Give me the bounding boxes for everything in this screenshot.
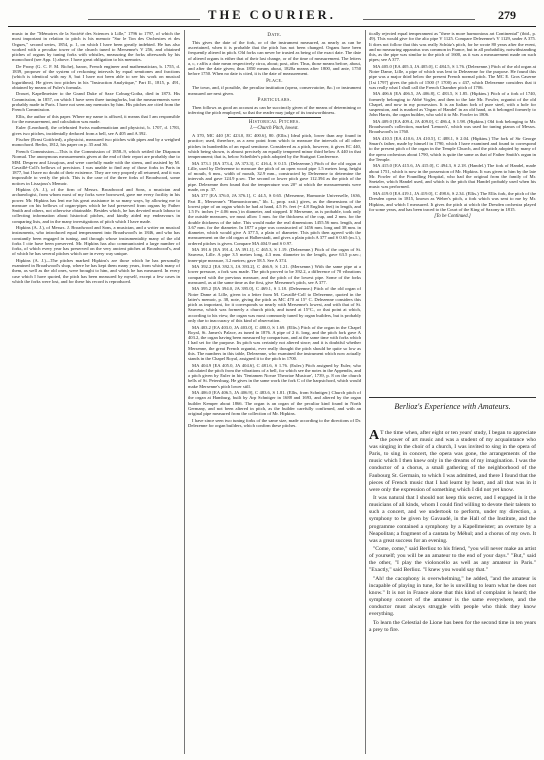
paragraph: French Commission.—This is the Commission of 1858–9, which settled the Diapason Normal. The anonymous measurements given at the end of their report are probably due to MM. Desprez and Lissajous, and were carefully made with the sirens, and assisted by M. Cavaillé-Coll's bellows of precision. I was unable to find any of those forks in Paris in 1877, but I have no doubt of their existence. They are very properly all returned, and it was impossible to verify the pitch. This is the case of the three forks of Broadwood, some notices in Lissajous's Memoir.	[12, 149, 180, 186]
section-heading-particulars: Particulars.	[257, 97, 292, 103]
masthead-title: THE COURIER.	[208, 8, 336, 22]
pitch-entry: MA 395.2 [EA 394.0, JA 395.0], C 469.1, S 1.18. (Delezenne.) Pitch of the old organ of Notre Dame at Lille, given in a letter from M. Cavaillé-Coll to Delezenne, quoted in the latter's memoir, p. 38, note, giving the pitch as MC 470 at 15° C. Delezenne considers this pitch as important, for it corresponds so nearly with Mersenne's lowest, and with that of St. Sauveur, which was formerly a church pitch, and tuned at 15°C., or that point at which, according to his view, the organ was most commonly tuned by organ builders, but is probably only due to inaccuracy of this kind of observation.	[188, 286, 361, 323]
section-heading-date: Date.	[267, 33, 282, 38]
pitch-entry: MA 392.2 [EA 392.3, JA 393.2], C 466.9, S 1.21. (Mersenne.) With the same pipe at a lower pressure, a fork was made. The pitch proved to be 392.2, a difference of 70 vibrations compared with the previous measure, and the pitch of the lowest pipe. Some of the forks measured, as at the same time as the first, give Mersenne's pitch, see A 377.	[188, 264, 361, 285]
article-paragraph: "Come, come," said Berlioz to his friend, "you will never make an artist of yourself; you will be an amateur to the end of your days." "But," said the other, "I play the violoncello as well as any amateur in Paris." "Exactly," said Berlioz. "I knew you would say that."	[369, 546, 536, 574]
page-header	[8, 6, 536, 27]
article-body	[369, 430, 536, 752]
column-2	[188, 31, 361, 751]
pitch-entry: MA 415.0 [EA 415.6, JA 415.0], C 494.3, S 2.18. (Handel.) The fork of Handel, made about 1751, which is now in the possession of Mr. Hipkins. It was given to him by the late Mr. Fowler of the Foundling Hospital, who had the original from the family of Mr. Snetzler, which Handel used, and which is the pitch that Handel probably used when his music was performed.	[369, 163, 536, 190]
column-divider-2	[365, 30, 366, 754]
article-paragraph: "Ah! the cacophony is overwhelming," he added, "and the amateur is incapable of playing in tune, for he is unwilling to learn what he does not know." It is not in France alone that this kind of complaint is heard; the symphony concert of the amateur is the same everywhere, and the conductor must always struggle with people who think they know everything.	[369, 575, 536, 618]
paragraph: Drouet, Kapellmeister to the Grand Duke of Saxe Coburg-Gotha, died in 1873. His Commission, in 1857, on which I have seen three tuningforks, but the measurements were probably made in Paris. I have not seen any memoirs by him. His pitches are cited from the French Commission.	[12, 91, 180, 113]
section-heading-historical: Historical Pitches.	[248, 119, 301, 125]
page-number: 279	[498, 8, 516, 22]
paragraph: Euler (Leonhard), the celebrated Swiss mathematician and physicist, b. 1707, d. 1783, gives two pitches, incidentally deduced from a bell, see A 405 and A 392.	[12, 125, 180, 136]
pitch-entry: MA 406.0 [EA 406.5, JA 406.9], C 483.6, S 1.81. (Ellis, from Schnitger.) Church pitch of the organ at Hamburg, built by Arp Schnitger in 1688 and 1693, and altered by the organ builder Kemper about 1866. The organ is an organ of the peculiar kind found in North Germany, and not been altered in pitch, as the builder carefully confirmed, and with an original pipe measured from the collection of Mr. Hipkins.	[188, 390, 361, 417]
header-rule-right	[363, 19, 475, 20]
article-lead-text: T the time when, after eight or ten years' study, I began to appreciate the power of art music and was a student of my acquaintance who was singing in the choir of a church, I was invited to sing in the opera of Paris, to sing in concert, the opera was gone, the arrangements of the music which I then knew only in the dreams of my imagination. I was the conductor of a chorus, a small gathering of the neighborhood of the Faubourg St. Germain, to which I was admitted, and there I found that the pieces of French music that I had learnt by heart, and all that was in it were only the expression of something which I did not yet know.	[369, 430, 536, 493]
pitch-entry: MA 410.5 [EA 410.6, JA 410.5], C 488.1, S 2.04. (Hipkins.) The fork of Sir George Smart's father, made by himself in 1790, which I have examined and found to correspond to the present pitch of the organ in the Temple Church, and the pitch adopted by many of the opera orchestras about 1790, which is quite the same as that of Father Smith's organ in the Temple.	[369, 135, 536, 162]
paragraph: De Prony (G. C. F. M. Riche), baron, French engineer and mathematician, b. 1755, d. 1839, proposer of the system of reckoning intervals by equal semitones and fractions (which is identical with my S, but I have not been able to see his work on musical logarithms). He gives two pitches in his "Instruction Analytique," Part II., 1815, p. 491, obtained by means of Fuler's formula.	[12, 63, 180, 90]
article-title: Berlioz's Experience with Amateurs.	[369, 397, 536, 411]
drop-cap: A	[369, 430, 380, 443]
article-paragraph: To learn the Celestial de Lione has been for the second time in ten years a prey to fire.	[369, 619, 536, 633]
pitch-entry: MA 403.2 [EA 403.0, JA 403.0], C 480.0, S 1.69. (Ellis.) Pitch of the organ in the Chapel Royal, St. James's Palace, as tuned in 1876. A pipe of 2 ft. long, and the pitch fork gave A 403.2, the organ having been measured by comparison, and at the same time with forks which I had set for the purpose. Its pitch was certainly not altered since; and it is doubtful whether Mersenne, the great French organist, ever really thought the pitch should be quite so low as this. The numbers in this table, Delezenne, who examined the instrument which now actually stands in the Chapel Royal, assigned it to the pitch in 1700.	[188, 324, 361, 362]
to-be-continued: [To be Continued.]	[434, 214, 471, 220]
pitch-entry: MA 373.1 [EA 373.4, JA 373.3], C 416.4, S 0.15. (Delezenne.) Pitch of the old organ at Lille, used by Delezenne to measure the pitch of an open wood pipe 1.5 metres long, height of mouth, 6 mm., width of mouth, 32.9 mm., constructed by Delezenne to determine the intervals and gave 124.9 p.sec. The second or lower pitch gave 112.394 as the pitch of the pipe. Delezenne then found that the temperature was 20° at which the measurements were made, on p. 37.	[188, 160, 361, 192]
column-1	[12, 31, 180, 751]
paragraph: The town, and, if possible, the peculiar institution (opera, conservatoire, &c.) or instrument measured are next given.	[188, 85, 361, 96]
pitch-entry: A 370, MC 440 [JC 423.0, EC 400.6], 80. (Ellis.) Ideal pitch, lower than any found in practice; used, therefore, as a zero point from which to measure the intervals of all other pitches in hundredths of an equal semitone. Considered as a pitch, however, it gives EC 440, which being shown, is almost precisely an equally tempered minor third below A 440 in that temperament; that is, below Scheibler's pitch adopted by the Stuttgart Conference.	[188, 133, 361, 159]
pitch-entry: MA 377 [EA 376.0, JA 376.1], C 44.5, S 0.65. (Mersenne, Harmonie Universelle, 1636, Part II., Mersenne's "Harmonicorum," lib. I., prop. xxii.) gives, as the dimensions of the lowest pipe of an organ which he had at hand, 4.5 Fr. feet (= 4.8 English feet) in length, and 1.5 Fr. inches (= 4.06 mm.) in diameter, and stopped. If Mersenne, as is probable, took only the outside measures, we must allow 1 mm. for the thickness of the cup, and 2 mm. for the double thickness of the tube. This would make the real dimensions 1455.56 mm. length, and 3.67 mm. for the diameter. In 1877 a pipe was constructed of 1456 mm. long and 38 mm. in diameter, which would give A 377.5, a plain of diameter. This pitch then agreed with the measurement on the old organ at Halberstadt, and gives a plain pitch A 377 and S 0.65 (m.1.), ordered pitches is given. Compare MA 404.9 and S 0.97.	[188, 193, 361, 246]
paragraph: Then follows as good an account as can be succinctly given of the means of determining or inferring the pitch employed, so that the reader may judge of its trustworthiness.	[188, 104, 361, 115]
section-rule	[228, 117, 321, 118]
article-paragraph: It was natural that I should not keep this secret, and I engaged in it the musicians of all kinds, whom I could find willing to devote their talents to such a concert, and we undertook to perform, under my direction, a symphony to be given by Gavaudé, in the Hall of the Institute, and the programme contained a symphony by a Kapellmeister; an overture by a Neapolitan; a fragment of a cantata by Méhul; and a chorus of my own. It was a great success for an evening.	[369, 495, 536, 544]
pitch-entry: MA 419.0 [EA 419.1, JA 419.0], C 498.6, S 2.34. (Ellis.) The Ellis fork, the pitch of the Dresden opera in 1815, known as Weber's pitch, a fork which was sent to me by Mr. Hipkins, and which I measured. It gives the pitch at which the Dresden orchestra played for some years, and has been traced to the Court of the King of Saxony in 1815.	[369, 191, 536, 212]
article-paragraph	[369, 430, 536, 494]
column-3	[369, 31, 536, 413]
paragraph: Fischer (Ernst Gottfried), a physicist, measured two pitches with pipes and by a weighed monochord. Berlin, 1812, his paper on p. 35 and 36.	[12, 137, 180, 148]
paragraph: Ellis, the author of this paper. Where my name is affixed, it means that I am responsible for the measurement, and calculation was made.	[12, 113, 180, 124]
paragraph: This gives the date of the fork, or of the instrument measured, as nearly as can be ascertained, when it is probable that the pitch has not been changed. Organs have been frequently altered in pitch. Old forks can never be trusted as being of the exact date. The date of altered organs is either that of their last change, or of the time of measurement. The letters a, c, r affix a date mean respectively circa, about; post, after. Thus, those means before, about, and after the date given; thus 1850 means about, 1820a means after 1800, and ante, 1750 before 1750. When no date is cited, it is the date of measurement.	[188, 39, 361, 77]
pitch-entry: MA 404.9 [EA 405.0, JA 404.6], C 481.6, S 1.76. (Euler.) Pitch assigned by Euler, who calculated the pitch from the vibrations of a bell, for which see the notes in the Appendix, and a pitch given by Euler in his 'Tentamen Novae Theoriae Musicae', 1739, p. 8 on the church bells of St. Petersburg. He gives in the same work the fork C of the harpsichord, which would make Mersenne's pitch lower still.	[188, 362, 361, 389]
paragraph: Hipkins (A. J.), of the firm of Messrs. Broadwood and Sons, a musician and archaeologist, from whom most of my forks were borrowed, gave me every facility in his power. Mr. Hipkins has lent me his great assistance in so many ways, by allowing me to measure on his bellows of organ-pipes which he had preserved from organs by Father Smith and others, not otherwise obtainable. Besides which, he has devoted much labour to collecting information about historical pitches, and kindly aided my endeavours in comparing lists, and in the many investigations of pitch which I have made.	[12, 187, 180, 224]
paragraph: Hipkins (A. J.), of Messrs. J. Broadwood and Sons, a musician, and a writer on musical instruments, who introduced equal temperament into Broadwood's in 1846, and who has constantly been engaged in tuning, and through whose instrumentality many of the old forks I cite have been preserved. Mr. Hipkins has also communicated a large number of forks, of which every year has preserved on the very ancient pitches at Broadwood's, and of which he has several pitches which are in every way unique.	[12, 225, 180, 257]
pitch-entry: MA 409.0 [EA 409.4, JA 409.0], C 486.4, S 1.98. (Hipkins.) Old fork belonging to Mr. Broadwood's collection, marked 'Lemon's', which was used for tuning pianos of Messrs. Broadwood's in 1760.	[369, 118, 536, 135]
subsection-heading: I.—Church Pitch, lowest.	[250, 126, 299, 132]
paragraph: tically rejected equal temperament as "there is more harmonious art Continental" (ibid., p. 49). This would give for the alto pipe V 1125. Compare Delezenne's V 1129, under A 375. It does not follow that this was really Schütz's pitch, for he wrote 80 years after the event, and no measuring apparatus was common in France, but in all probability, notwithstanding this, as the pipe was similar to the pitch of 1600, as it was a measurement made on such pipes; see A 377.	[369, 31, 536, 63]
column-divider-1	[184, 30, 185, 754]
section-heading-place: Place.	[266, 78, 283, 84]
pitch-entry: MA 405.0 [EA 405.3, JA 405.0], C 484.5, S 1.76. (Delezenne.) Pitch of the old organ at Notre Dame, Lille, a pipe of which was lent to Delezenne for the purpose. He found this pipe was a major third below the present French normal pitch. The MC E. Gros Caserne [1st 1797] gives the pitch of 1500 (? 1700) as c 437, which Delezenne considers that it was really what I shall call the French Chamber pitch of 1706.	[369, 63, 536, 90]
pitch-entry: MA 406.6 [EA 406.5, JA 406.8], C 483.5, S 1.85. (Hipkins.) Pitch of a fork of 1740, formerly belonging to Abbé Vogler, and then to the late Mr. Fowler, organist of the old Chapel, and now in my possession. It is an Italian fork of pure steel, with a hole for suspension, and is marked as 'Organ of Handel' in an old hand, as it belonged formerly to John Harris, the organ builder, who sold it to Mr. Fowler in 1806.	[369, 91, 536, 118]
footnote: I have since seen two tuning forks of the same size, made according to the directions of Dr. Delezenne for organ builders, which confirm these pitches.	[188, 417, 361, 428]
paragraph: Hipkins (A. J.)—The pitches marked Hipkins's are those which he has personally examined in Broadwood's shop, where he has kept them many years, from which many of them, as well as the old ones, were brought to him, and which he has measured. In every case which I have quoted, the pitch has been measured by myself, except a few cases in which the forks were lost, and for these his record is reproduced.	[12, 257, 180, 284]
pitch-entry: MA 391.6 [EA 391.4, JA 391.1], C 465.3, S 1.19. (Delezenne.) Pitch of the organ of St. Sauveur, Lille. A pipe 3.5 metres long, 4.3 mm. diameter in the length, gave 63.5 p.sec.; inner-pipe measure, 3.2 metres; gave 58.5. See A 374.	[188, 247, 361, 263]
paragraph: music in the "Mémoires de la Société des Sciences à Lille," 1796 to 1797, of which the most important in relation to pitch is his memoir "Sur le Ton des Orchestres et des Orgues," second series, 1854, p. 1, on which I have been greatly indebted. He has also worked with a peculiar tower of the church tuned to Mersenne's V 256, and obtained pitches of organs by tuning forks with whistles, measuring the forks afterwards by his monochord (see App. 1) above. I have great obligation to his memoirs.	[12, 31, 180, 63]
